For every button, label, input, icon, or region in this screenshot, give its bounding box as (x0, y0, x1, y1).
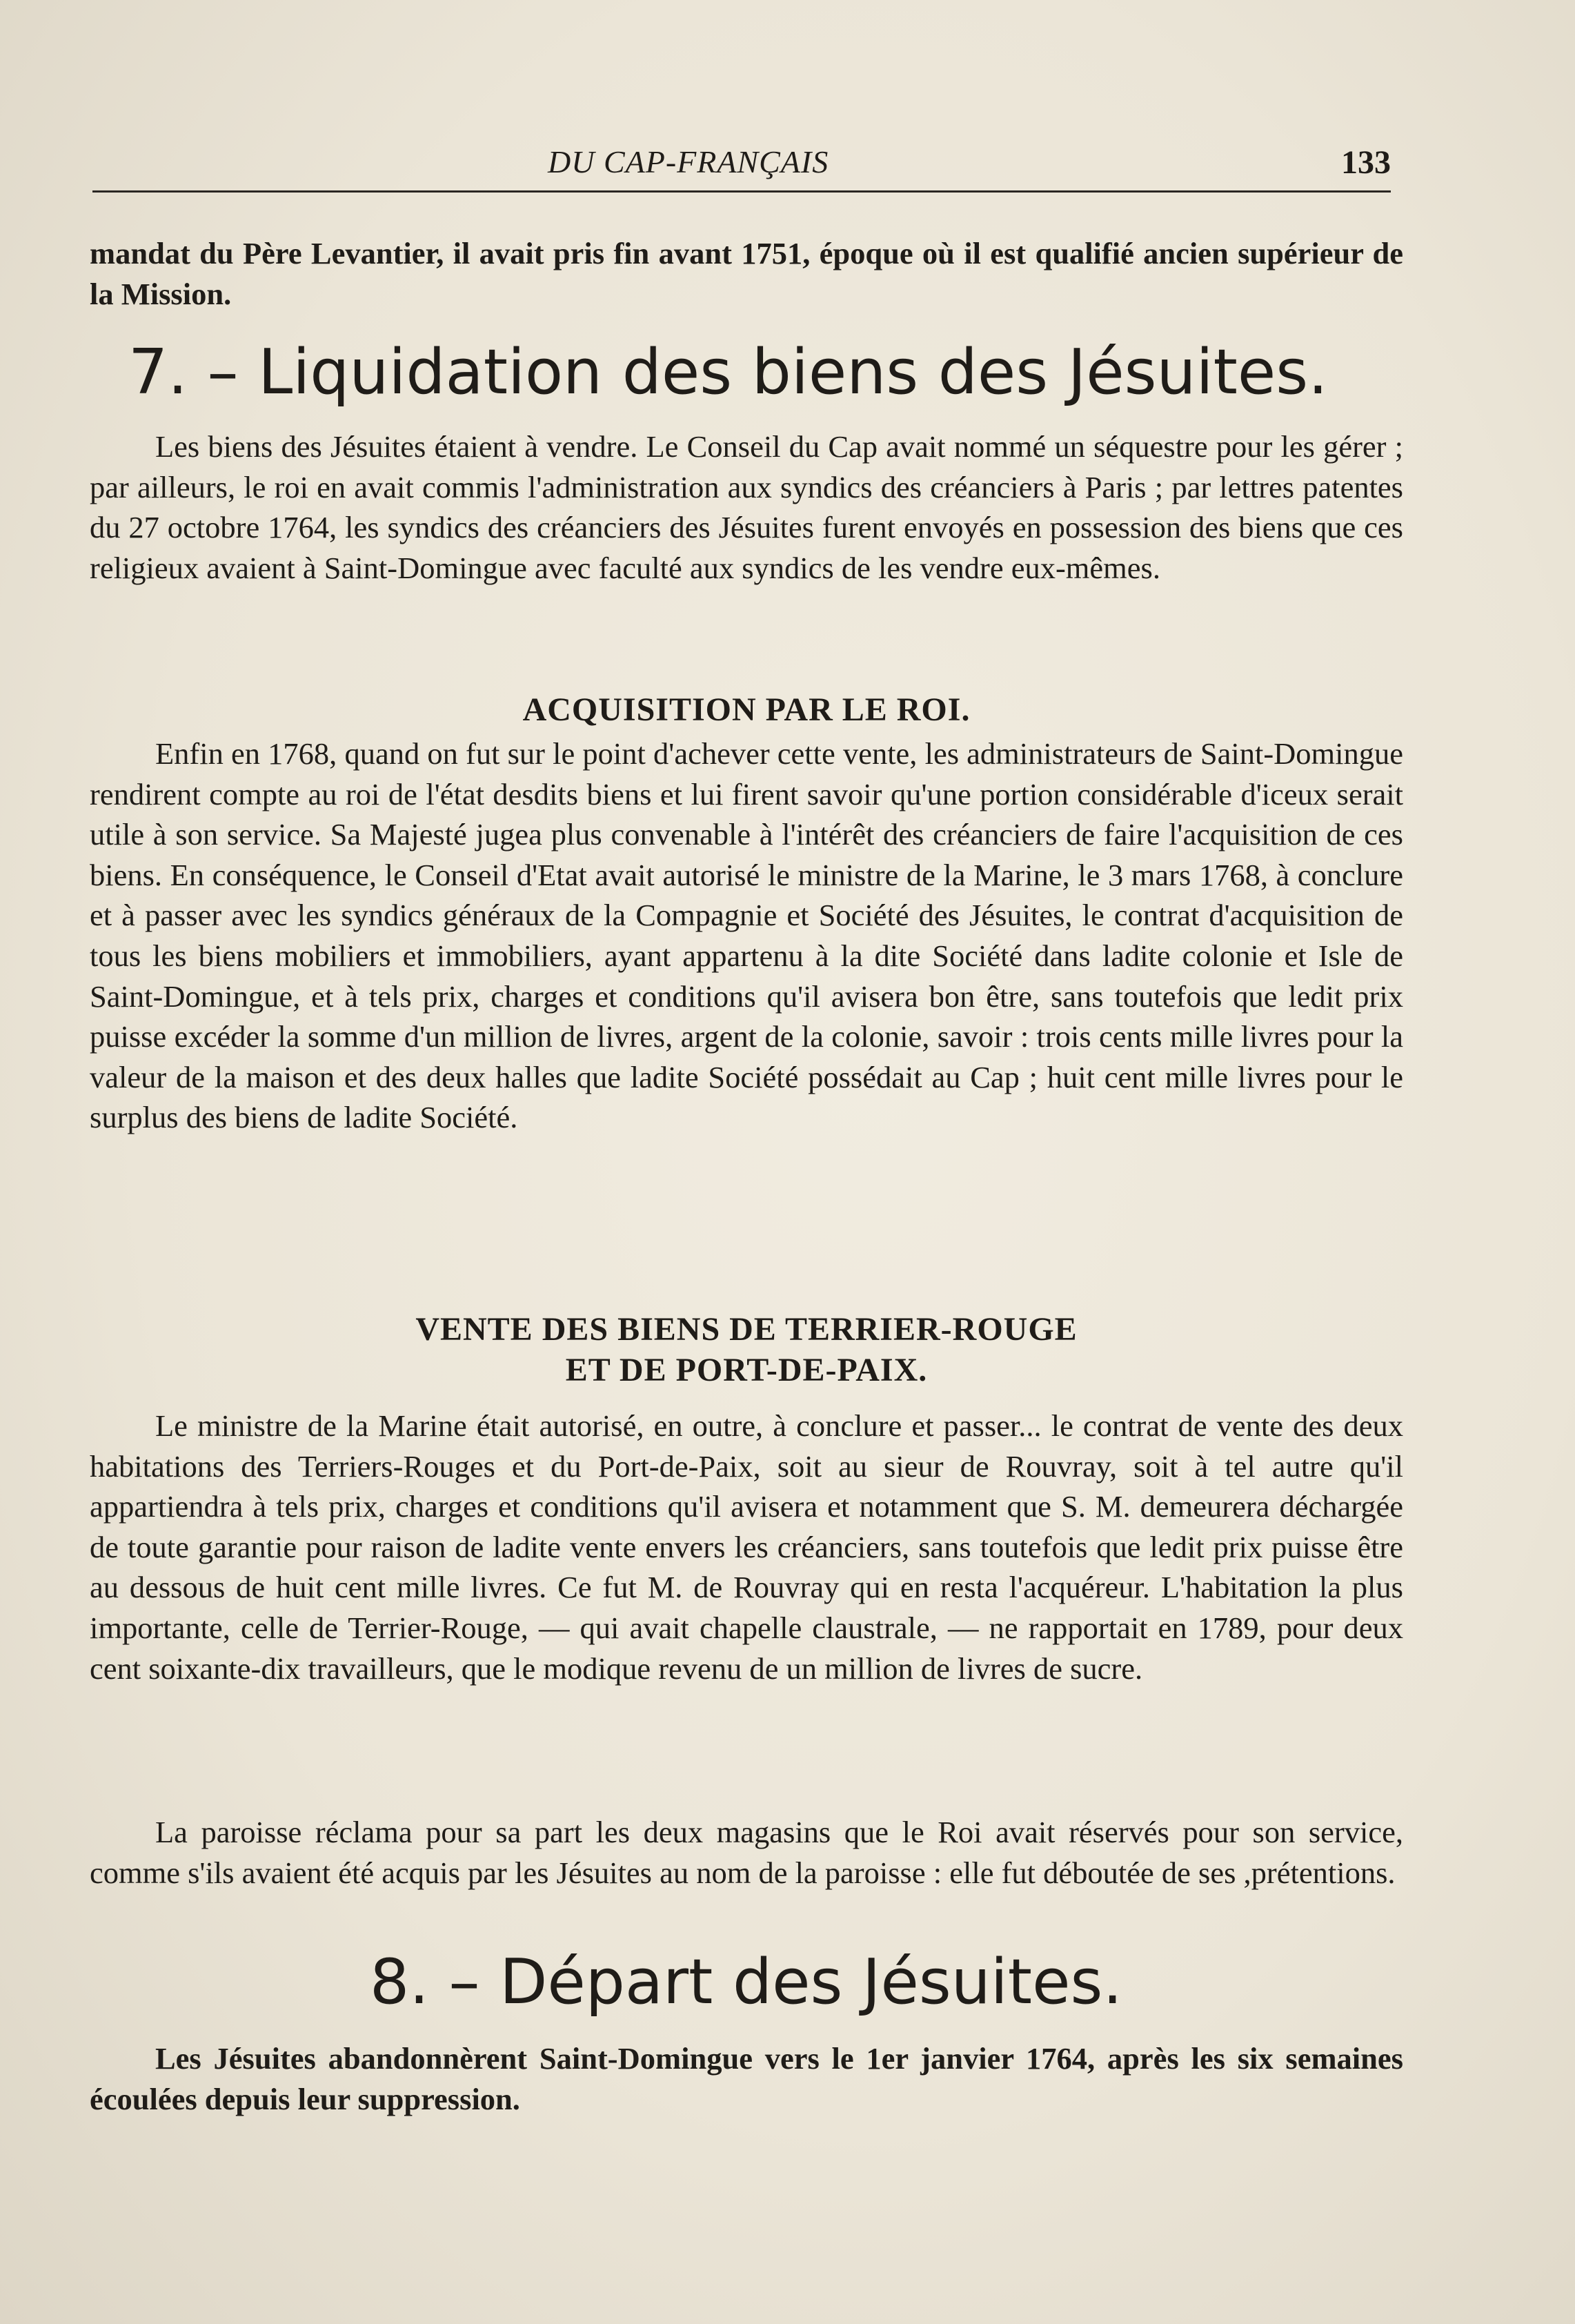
running-header (92, 135, 1391, 193)
section-7-heading: 7. – Liquidation des biens des Jésuites. (128, 336, 1328, 408)
section-7-paragraph: Les biens des Jésuites étaient à vendre. Le Conseil du Cap avait nommé un séquestre pour les gérer ; par ailleurs, le roi en avait commis l'administration aux syndics des créanciers à Paris ; par lettres patentes du 27 octobre 1764, les syndics des créanciers des Jésuites furent envoyés en possession des biens que ces religieux avaient à Saint-Domingue avec faculté aux syndics de les vendre eux-mêmes. (90, 429, 1403, 585)
vente-subheading-line-1: VENTE DES BIENS DE TERRIER-ROUGE (415, 1311, 1078, 1348)
intro-paragraph: mandat du Père Levantier, il avait pris fin avant 1751, époque où il est qualifié ancien supérieur de la Mission. (90, 236, 1403, 311)
page-number: 133 (1341, 144, 1391, 181)
section-8-paragraph: Les Jésuites abandonnèrent Saint-Domingue vers le 1er janvier 1764, après les six semaines écoulées depuis leur suppression. (90, 2041, 1403, 2116)
section-8-heading: 8. – Départ des Jésuites. (370, 1946, 1122, 2018)
vente-subheading-line-2: ET DE PORT-DE-PAIX. (565, 1352, 928, 1388)
vente-paragraph-1: Le ministre de la Marine était autorisé, en outre, à conclure et passer... le contrat de vente des deux habitations des Terriers-Rouges et du Port-de-Paix, soit au sieur de Rouvray, soit à tel autre qu'il appartiendra à tels prix, charges et conditions qu'il avisera et notamment que S. M. demeurera déchargée de toute garantie pour raison de ladite vente envers les créanciers, sans toutefois que ledit prix puisse être au dessous de huit cent mille livres. Ce fut M. de Rouvray qui en resta l'acquéreur. L'habitation la plus importante, celle de Terrier-Rouge, — qui avait chapelle claustrale, — ne rapportait en 1789, pour deux cent soixante-dix travailleurs, que le modique revenu de un million de livres de sucre. (90, 1408, 1403, 1686)
acquisition-paragraph: Enfin en 1768, quand on fut sur le point d'achever cette vente, les administrateurs de Saint-Domingue rendirent compte au roi de l'état desdits biens et lui firent savoir qu'une portion considérable d'iceux serait utile à son service. Sa Majesté jugea plus convenable à l'intérêt des créanciers de faire l'acquisition de ces biens. En conséquence, le Conseil d'Etat avait autorisé le ministre de la Marine, le 3 mars 1768, à conclure et à passer avec les syndics généraux de la Compagnie et Société des Jésuites, le contrat d'acquisition de tous les biens mobiliers et immobiliers, ayant appartenu à la dite Société dans ladite colonie et Isle de Saint-Domingue, et à tels prix, charges et conditions qu'il avisera bon être, sans toutefois que ledit prix puisse excéder la somme d'un million de livres, argent de la colonie, savoir : trois cents mille livres pour la valeur de la maison et des deux halles que ladite Société possédait au Cap ; huit cent mille livres pour le surplus des biens de ladite Société. (90, 736, 1403, 1135)
vente-paragraph-2: La paroisse réclama pour sa part les deux magasins que le Roi avait réservés pour son service, comme s'ils avaient été acquis par les Jésuites au nom de la paroisse : elle fut déboutée de ses ,prétentions. (90, 1815, 1403, 1890)
acquisition-subheading: ACQUISITION PAR LE ROI. (522, 691, 971, 728)
running-title: DU CAP-FRANÇAIS (548, 144, 829, 179)
